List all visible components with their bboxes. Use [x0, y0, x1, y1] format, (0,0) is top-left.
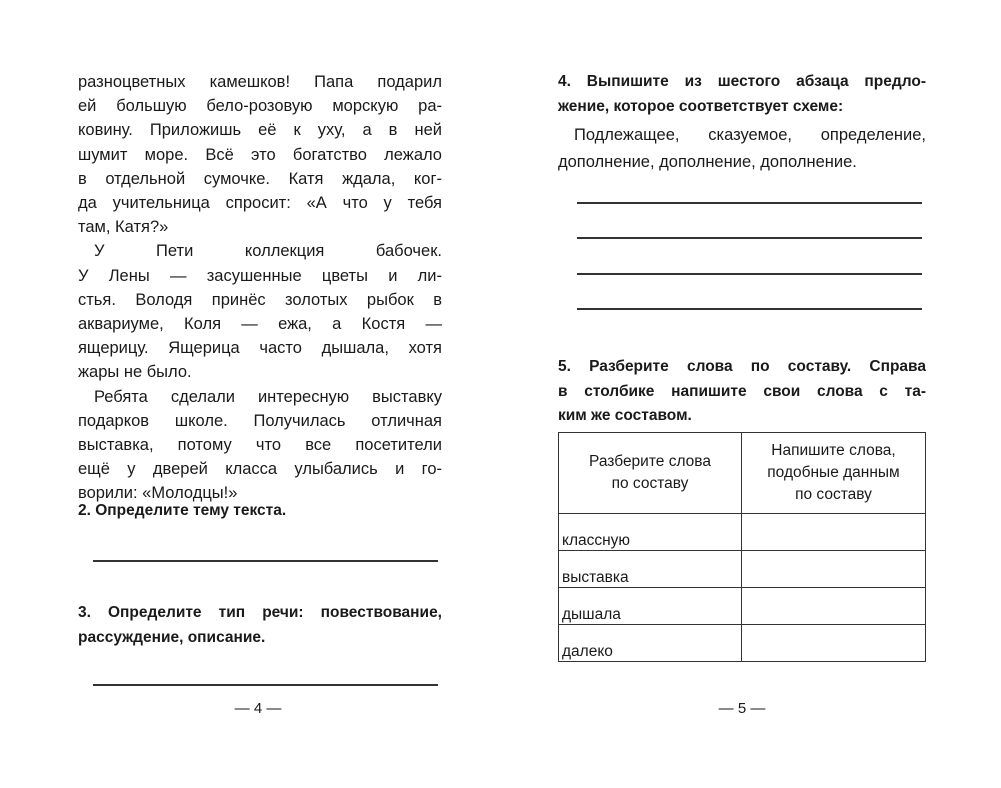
answer-cell[interactable] [742, 551, 926, 588]
text-line: да учительница спросит: «А что у тебя [78, 194, 442, 213]
task-line: ким же составом. [558, 407, 692, 424]
task-4-prompt [558, 70, 926, 119]
task-line: 2. Определите тему текста. [78, 502, 287, 519]
task-4-answer-line-3[interactable] [577, 273, 922, 275]
text-line: подарков школе. Получилась отличная [78, 411, 442, 430]
text-line: У Лены — засушенные цветы и ли- [78, 266, 442, 285]
text-line: выставка, потому что все посетители [78, 436, 442, 455]
answer-cell[interactable] [742, 625, 926, 662]
scheme-line: Подлежащее, сказуемое, определение, [574, 126, 926, 144]
header-line: Разберите слова [589, 453, 711, 470]
word-cell: дышала [559, 588, 742, 625]
task-2-answer-line[interactable] [93, 560, 438, 562]
page-number: — 5 — [718, 700, 766, 717]
text-line: ящерицу. Ящерица часто дышала, хотя [78, 339, 442, 358]
text-line: в отдельной сумочке. Катя ждала, ког- [78, 169, 442, 188]
task-4-answer-line-1[interactable] [577, 202, 922, 204]
text-line: ей большую бело-розовую морскую ра- [78, 97, 442, 116]
sentence-scheme [558, 122, 926, 176]
table-row [559, 551, 926, 588]
task-line: 5. Разберите слова по составу. Справа [558, 358, 926, 375]
text-line: ещё у дверей класса улыбались и го- [78, 460, 442, 479]
header-similar-words [742, 433, 926, 514]
header-parse-words [559, 433, 742, 514]
task-2-prompt [78, 499, 442, 524]
header-line: Напишите слова, [771, 442, 896, 459]
text-line: ковину. Приложишь её к уху, а в ней [78, 121, 442, 140]
header-line: по составу [795, 486, 872, 503]
left-page [0, 0, 500, 788]
task-line: 3. Определите тип речи: повествование, [78, 604, 442, 621]
text-line: аквариуме, Коля — ежа, а Костя — [78, 315, 442, 334]
header-line: по составу [611, 475, 689, 492]
story-text [78, 70, 442, 506]
task-4-answer-line-4[interactable] [577, 308, 922, 310]
word-cell: выставка [559, 551, 742, 588]
word-cell: классную [559, 514, 742, 551]
table-row [559, 514, 926, 551]
text-line: там, Катя?» [78, 218, 169, 237]
task-5-prompt [558, 355, 926, 429]
task-line: рассуждение, описание. [78, 628, 266, 646]
text-line: ворили: «Молодцы!» [78, 484, 238, 503]
task-3-prompt [78, 601, 442, 650]
task-line: в столбике напишите свои слова с та- [558, 382, 926, 400]
task-line: 4. Выпишите из шестого абзаца предло- [558, 73, 926, 90]
text-line: У Пети коллекция бабочек. [94, 242, 442, 261]
answer-cell[interactable] [742, 588, 926, 625]
text-line: Ребята сделали интересную выставку [94, 387, 442, 406]
word-cell: далеко [559, 625, 742, 662]
text-line: жары не было. [78, 363, 192, 382]
answer-cell[interactable] [742, 514, 926, 551]
right-page [500, 0, 1001, 788]
text-line: шумит море. Всё это богатство лежало [78, 145, 442, 164]
task-line: жение, которое соответствует схеме: [558, 97, 844, 115]
page-number: — 4 — [234, 700, 282, 717]
task-4-answer-line-2[interactable] [577, 237, 922, 239]
task-3-answer-line[interactable] [93, 684, 438, 686]
text-line: разноцветных камешков! Папа подарил [78, 73, 442, 91]
word-parse-table [558, 432, 926, 662]
header-line: подобные данным [767, 464, 900, 481]
scheme-line: дополнение, дополнение, дополнение. [558, 153, 857, 171]
table-row [559, 588, 926, 625]
table-header-row [559, 433, 926, 514]
table-row [559, 625, 926, 662]
text-line: стья. Володя принёс золотых рыбок в [78, 290, 442, 309]
